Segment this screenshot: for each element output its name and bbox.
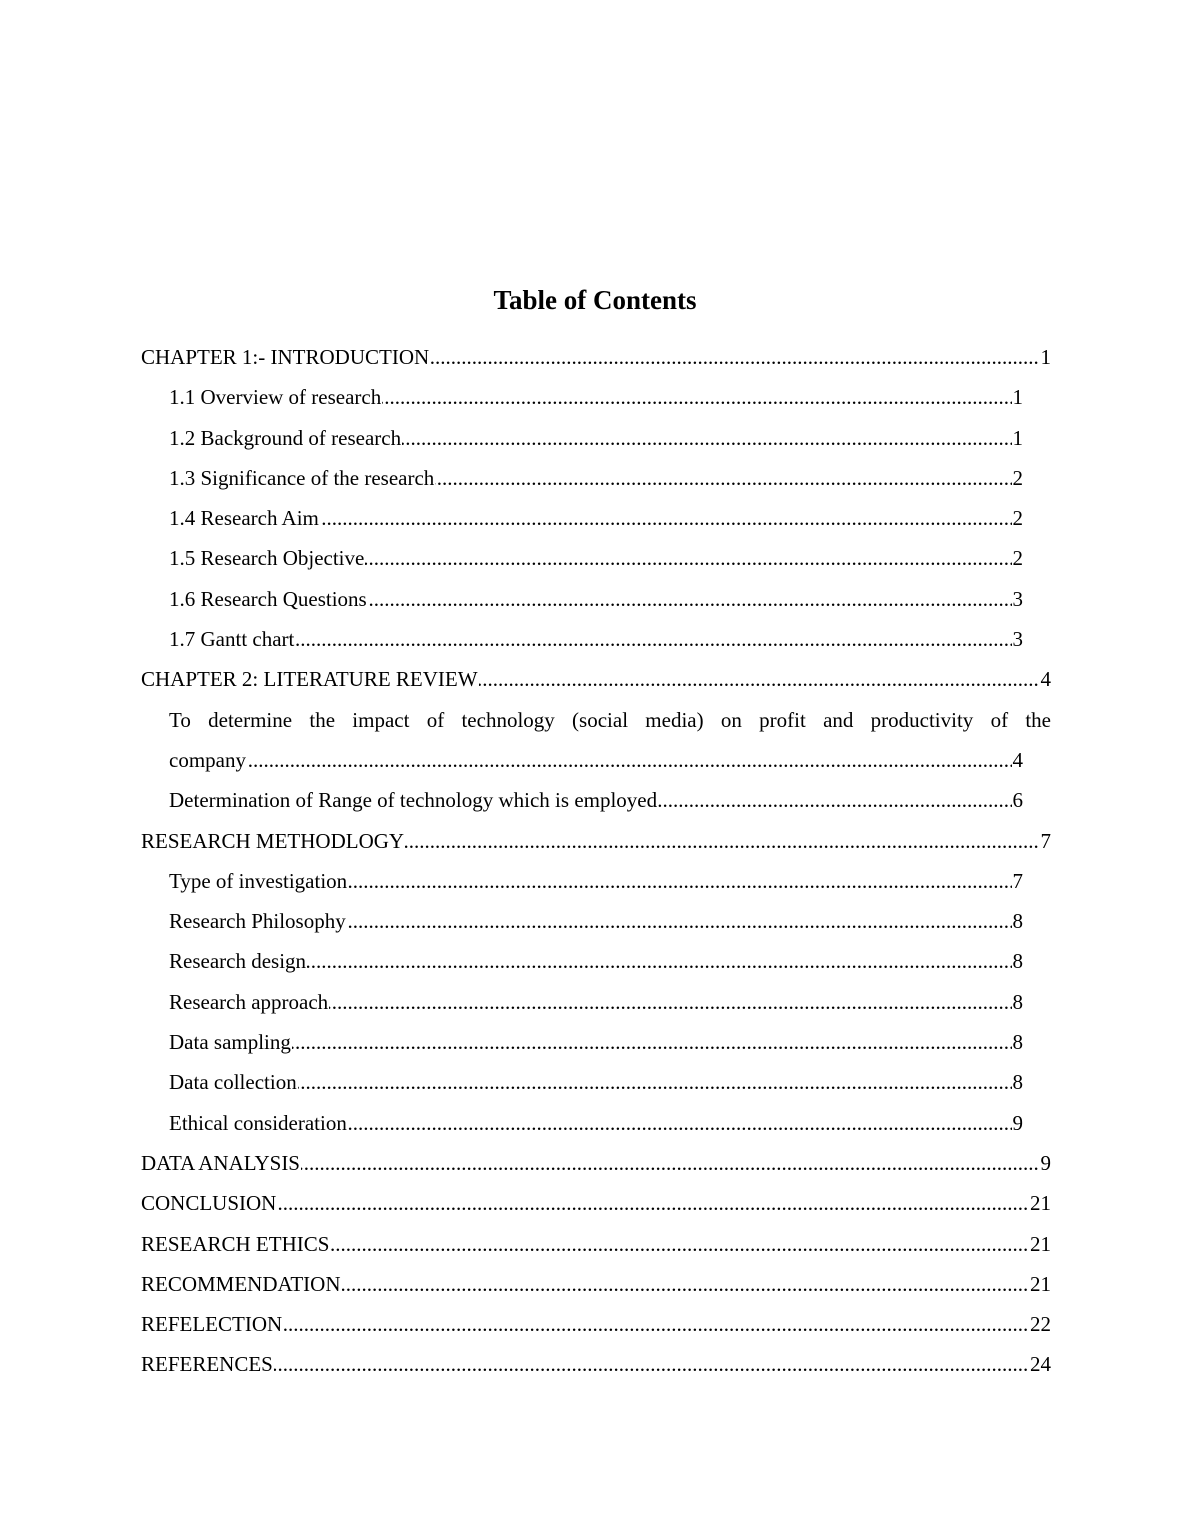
toc-entry-label: 1.2 Background of research: [169, 425, 402, 450]
toc-entry-page: 21: [1029, 1186, 1051, 1220]
toc-entry-page: 8: [1012, 985, 1024, 1019]
toc-entry-label: company: [169, 747, 246, 772]
toc-entry-label: DATA ANALYSIS: [141, 1150, 300, 1175]
toc-entry[interactable]: [169, 380, 1023, 420]
toc-entry-page: 2: [1012, 501, 1024, 535]
toc-entry[interactable]: [141, 340, 1051, 380]
toc-entry[interactable]: [169, 743, 1023, 783]
toc-entry-page: 4: [1012, 743, 1024, 777]
toc-entry-page: 24: [1029, 1347, 1051, 1381]
toc-entry[interactable]: [169, 1065, 1023, 1105]
toc-entry-page: 1: [1012, 380, 1024, 414]
toc-entry-label: Type of investigation: [169, 868, 348, 893]
toc-entry-label: 1.3 Significance of the research: [169, 465, 435, 490]
toc-entry[interactable]: [169, 461, 1023, 501]
toc-entry[interactable]: [169, 904, 1023, 944]
toc-entry-page: 3: [1012, 622, 1024, 656]
toc-entry-page: 4: [1040, 662, 1052, 696]
toc-entry[interactable]: [141, 1267, 1051, 1307]
toc-entry[interactable]: [169, 944, 1023, 984]
toc-entry[interactable]: [169, 864, 1023, 904]
toc-entry-page: 2: [1012, 541, 1024, 575]
toc-entry-label: REFERENCES: [141, 1352, 273, 1377]
toc-entry-page: 3: [1012, 582, 1024, 616]
toc-entry[interactable]: [141, 1186, 1051, 1226]
toc-entry-page: 7: [1012, 864, 1024, 898]
toc-entry-wrapped-line[interactable]: [169, 703, 1051, 743]
toc-entry-page: 8: [1012, 944, 1024, 978]
toc-entry[interactable]: [169, 985, 1023, 1025]
toc-entry-label: CHAPTER 2: LITERATURE REVIEW: [141, 667, 478, 692]
toc-entry-label: Data sampling: [169, 1030, 291, 1055]
toc-entry-label: 1.7 Gantt chart: [169, 627, 295, 652]
toc-entry[interactable]: [169, 582, 1023, 622]
toc-entry-page: 8: [1012, 904, 1024, 938]
toc-entry[interactable]: [169, 501, 1023, 541]
toc-entry-label: Ethical consideration: [169, 1110, 347, 1135]
toc-entry-page: 6: [1012, 783, 1024, 817]
toc-entry-page: 7: [1040, 824, 1052, 858]
toc-entry-label: CHAPTER 1:- INTRODUCTION: [141, 345, 430, 369]
toc-entry-page: 1: [1012, 421, 1024, 455]
toc-entry-page: 21: [1029, 1227, 1051, 1261]
toc-entry-page: 9: [1012, 1106, 1024, 1140]
toc-entry[interactable]: [169, 783, 1023, 823]
toc-entry-label: 1.5 Research Objective: [169, 546, 365, 571]
toc-entry-label: REFELECTION: [141, 1312, 283, 1337]
toc-entry-label: 1.1 Overview of research: [169, 385, 382, 410]
toc-entry[interactable]: [141, 824, 1051, 864]
toc-entry-label: 1.4 Research Aim: [169, 506, 319, 531]
toc-entry-page: 8: [1012, 1065, 1024, 1099]
toc-entry[interactable]: [141, 1227, 1051, 1267]
toc-entry-page: 8: [1012, 1025, 1024, 1059]
toc-entry-label: Determination of Range of technology which is employed: [169, 788, 658, 813]
toc-entry-label: RESEARCH METHODLOGY: [141, 828, 405, 853]
toc-entry-label: Data collection: [169, 1070, 297, 1095]
toc-entry-label-line1: To determine the impact of technology (social media) on profit and productivity of the: [169, 707, 1051, 732]
toc-entry-page: 22: [1029, 1307, 1051, 1341]
toc-entry-page: 1: [1040, 340, 1052, 374]
toc-entry-label: 1.6 Research Questions: [169, 586, 367, 611]
page-title: Table of Contents: [493, 285, 697, 315]
toc-entry-label: Research Philosophy: [169, 909, 346, 934]
toc-entry-page: 9: [1040, 1146, 1052, 1180]
toc-entry-label: Research design: [169, 949, 307, 974]
toc-entry-page: 21: [1029, 1267, 1051, 1301]
toc-entry-label: Research approach: [169, 989, 329, 1014]
table-of-contents: [141, 340, 1051, 1388]
toc-entry[interactable]: [141, 1146, 1051, 1186]
toc-entry[interactable]: [169, 1025, 1023, 1065]
toc-entry[interactable]: [169, 1106, 1023, 1146]
toc-entry[interactable]: [169, 622, 1023, 662]
toc-entry[interactable]: [141, 1307, 1051, 1347]
toc-entry[interactable]: [141, 1347, 1051, 1387]
toc-entry-label: RECOMMENDATION: [141, 1271, 341, 1296]
toc-entry-label: CONCLUSION: [141, 1191, 277, 1216]
toc-entry-page: 2: [1012, 461, 1024, 495]
toc-entry[interactable]: [169, 541, 1023, 581]
toc-entry[interactable]: [141, 662, 1051, 702]
toc-entry-label: RESEARCH ETHICS: [141, 1231, 330, 1256]
toc-entry[interactable]: [169, 421, 1023, 461]
